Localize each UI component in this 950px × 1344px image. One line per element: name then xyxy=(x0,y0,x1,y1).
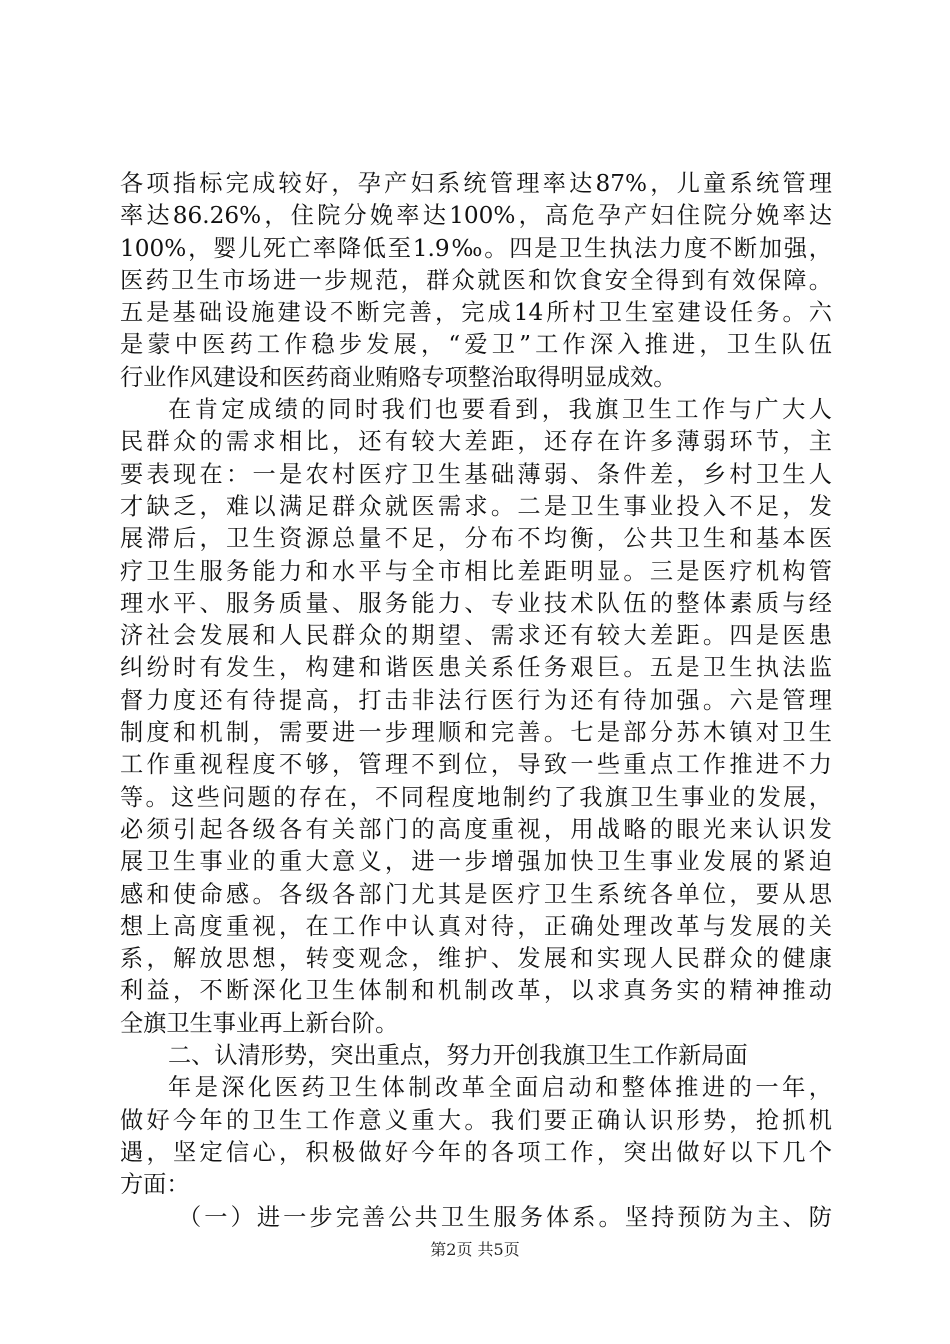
page-number-footer: 第2页 共5页 xyxy=(430,1240,520,1259)
text-line: 工作重视程度不够，管理不到位，导致一些重点工作推进不力 xyxy=(120,751,832,779)
text-line: 纠纷时有发生，构建和谐医患关系任务艰巨。五是卫生执法监 xyxy=(120,654,832,682)
text-line: 理水平、服务质量、服务能力、专业技术队伍的整体素质与经 xyxy=(120,589,832,617)
text-line: 民群众的需求相比，还有较大差距，还存在许多薄弱环节，主 xyxy=(120,428,832,456)
text-line: 济社会发展和人民群众的期望、需求还有较大差距。四是医患 xyxy=(120,622,832,650)
text-line: 医药卫生市场进一步规范，群众就医和饮食安全得到有效保障。 xyxy=(120,266,832,294)
text-line: 100%，婴儿死亡率降低至1.9‰。四是卫生执法力度不断加强， xyxy=(120,234,832,262)
text-line: 率达86.26%，住院分娩率达100%，高危孕产妇住院分娩率达 xyxy=(120,202,832,230)
text-line: 展滞后，卫生资源总量不足，分布不均衡，公共卫生和基本医 xyxy=(120,525,832,553)
text-line: 才缺乏，难以满足群众就医需求。二是卫生事业投入不足，发 xyxy=(120,492,832,520)
text-line: 要表现在：一是农村医疗卫生基础薄弱、条件差，乡村卫生人 xyxy=(120,460,832,488)
text-line: 等。这些问题的存在，不同程度地制约了我旗卫生事业的发展， xyxy=(120,783,832,811)
subsection-heading: （一）进一步完善公共卫生服务体系。坚持预防为主、防 xyxy=(178,1203,832,1231)
text-line: 疗卫生服务能力和水平与全市相比差距明显。三是医疗机构管 xyxy=(120,557,832,585)
text-line: 全旗卫生事业再上新台阶。 xyxy=(120,1009,399,1037)
text-line: 遇，坚定信心，积极做好今年的各项工作，突出做好以下几个 xyxy=(120,1138,832,1166)
text-line: 利益，不断深化卫生体制和机制改革，以求真务实的精神推动 xyxy=(120,977,832,1005)
text-line: 制度和机制，需要进一步理顺和完善。七是部分苏木镇对卫生 xyxy=(120,719,832,747)
document-body xyxy=(120,168,832,1234)
text-line: 展卫生事业的重大意义，进一步增强加快卫生事业发展的紧迫 xyxy=(120,848,832,876)
text-line: 想上高度重视，在工作中认真对待，正确处理改革与发展的关 xyxy=(120,912,832,940)
text-line: 是蒙中医药工作稳步发展，“爱卫”工作深入推进，卫生队伍 xyxy=(120,331,832,359)
text-line: 各项指标完成较好，孕产妇系统管理率达87%，儿童系统管理 xyxy=(120,170,832,197)
text-line: 系，解放思想，转变观念，维护、发展和实现人民群众的健康 xyxy=(120,945,832,973)
paragraph-first-line: 年是深化医药卫生体制改革全面启动和整体推进的一年， xyxy=(168,1074,832,1102)
text-line: 感和使命感。各级各部门尤其是医疗卫生系统各单位，要从思 xyxy=(120,880,832,908)
text-line: 五是基础设施建设不断完善，完成14所村卫生室建设任务。六 xyxy=(120,299,832,327)
text-line: 必须引起各级各有关部门的高度重视，用战略的眼光来认识发 xyxy=(120,815,832,843)
text-line: 行业作风建设和医药商业贿赂专项整治取得明显成效。 xyxy=(120,363,677,391)
section-heading: 二、认清形势，突出重点，努力开创我旗卫生工作新局面 xyxy=(168,1042,748,1070)
text-line: 督力度还有待提高，打击非法行医行为还有待加强。六是管理 xyxy=(120,686,832,714)
paragraph-first-line: 在肯定成绩的同时我们也要看到，我旗卫生工作与广大人 xyxy=(168,396,832,424)
text-line: 做好今年的卫生工作意义重大。我们要正确认识形势，抢抓机 xyxy=(120,1106,832,1134)
text-line: 方面： xyxy=(120,1171,190,1199)
